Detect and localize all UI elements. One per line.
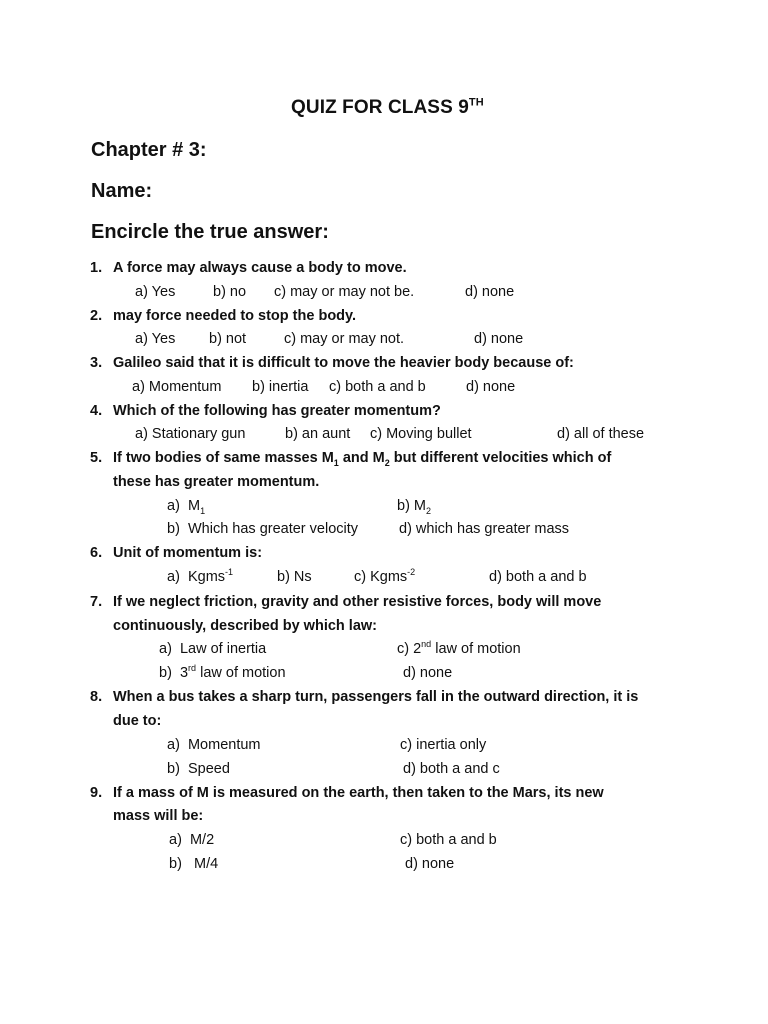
q5-option-d[interactable]: d) which has greater mass	[399, 521, 570, 537]
q9-option-c[interactable]: c) both a and b	[400, 832, 497, 848]
name-label: Name:	[91, 180, 153, 202]
q4-option-b[interactable]: b) an aunt	[285, 426, 351, 442]
q3-option-d[interactable]: d) none	[466, 379, 516, 395]
q5-option-b[interactable]: b) Which has greater velocity	[167, 521, 359, 537]
q2-option-b[interactable]: b) not	[209, 331, 247, 347]
q8-option-d[interactable]: d) both a and c	[403, 761, 500, 777]
q3-option-c[interactable]: c) both a and b	[329, 379, 426, 395]
question-9-line-2: mass will be:	[113, 808, 204, 824]
q6-option-a[interactable]: a) Kgms$^{-1}$	[167, 567, 234, 585]
question-1: 1. A force may always cause a body to move.	[90, 260, 407, 276]
q8-option-b[interactable]: b) Speed	[167, 761, 230, 777]
question-6: 6. Unit of momentum is:	[90, 545, 263, 561]
question-2: 2. may force needed to stop the body.	[90, 308, 357, 324]
question-3: 3. Galileo said that it is difficult to move the heavier body because of:	[90, 355, 574, 371]
q1-option-c[interactable]: c) may or may not be.	[274, 284, 415, 300]
q6-option-c[interactable]: c) Kgms$^{-2}$	[354, 567, 416, 585]
q2-option-d[interactable]: d) none	[474, 331, 524, 347]
q4-option-c[interactable]: c) Moving bullet	[370, 426, 472, 442]
q5-option-b-m2[interactable]: b) $M_2$	[397, 498, 432, 516]
question-5-line-2: these has greater momentum.	[113, 474, 320, 490]
instruction-heading: Encircle the true answer:	[91, 221, 329, 243]
q9-option-b[interactable]: b) M/4	[169, 856, 219, 872]
question-7-line-2: continuously, described by which law:	[113, 618, 377, 634]
question-4: 4. Which of the following has greater momentum?	[90, 403, 441, 419]
q1-option-d[interactable]: d) none	[465, 284, 515, 300]
q9-option-d[interactable]: d) none	[405, 856, 455, 872]
q8-option-a[interactable]: a) Momentum	[167, 737, 261, 753]
q3-option-a[interactable]: a) Momentum	[132, 379, 222, 395]
chapter-heading: Chapter # 3:	[91, 139, 207, 161]
q4-option-a[interactable]: a) Stationary gun	[135, 426, 246, 442]
question-8: 8. When a bus takes a sharp turn, passengers fall in the outward direction, it is	[90, 689, 639, 705]
q2-option-c[interactable]: c) may or may not.	[284, 331, 405, 347]
question-8-line-2: due to:	[113, 713, 162, 729]
q7-option-b[interactable]: b) 3rd law of motion	[159, 663, 286, 681]
q9-option-a[interactable]: a) M/2	[169, 832, 215, 848]
q1-option-a[interactable]: a) Yes	[135, 284, 176, 300]
q6-option-b[interactable]: b) Ns	[277, 569, 312, 585]
q1-option-b[interactable]: b) no	[213, 284, 247, 300]
q8-option-c[interactable]: c) inertia only	[400, 737, 487, 753]
q7-option-a[interactable]: a) Law of inertia	[159, 641, 267, 657]
question-5: 5. If two bodies of same masses $M_1$ and $M_2$ but different velocities which of	[90, 450, 612, 468]
q2-option-a[interactable]: a) Yes	[135, 331, 176, 347]
q4-option-d[interactable]: d) all of these	[557, 426, 645, 442]
question-9: 9. If a mass of M is measured on the earth, then taken to the Mars, its new	[90, 785, 604, 801]
page-title: QUIZ FOR CLASS 9TH	[291, 96, 484, 118]
q3-option-b[interactable]: b) inertia	[252, 379, 309, 395]
q5-option-a[interactable]: a) $M_1$	[167, 498, 206, 516]
q7-option-c[interactable]: c) 2nd law of motion	[397, 639, 521, 657]
q6-option-d[interactable]: d) both a and b	[489, 569, 587, 585]
q7-option-d[interactable]: d) none	[403, 665, 453, 681]
question-7: 7. If we neglect friction, gravity and other resistive forces, body will move	[90, 594, 602, 610]
